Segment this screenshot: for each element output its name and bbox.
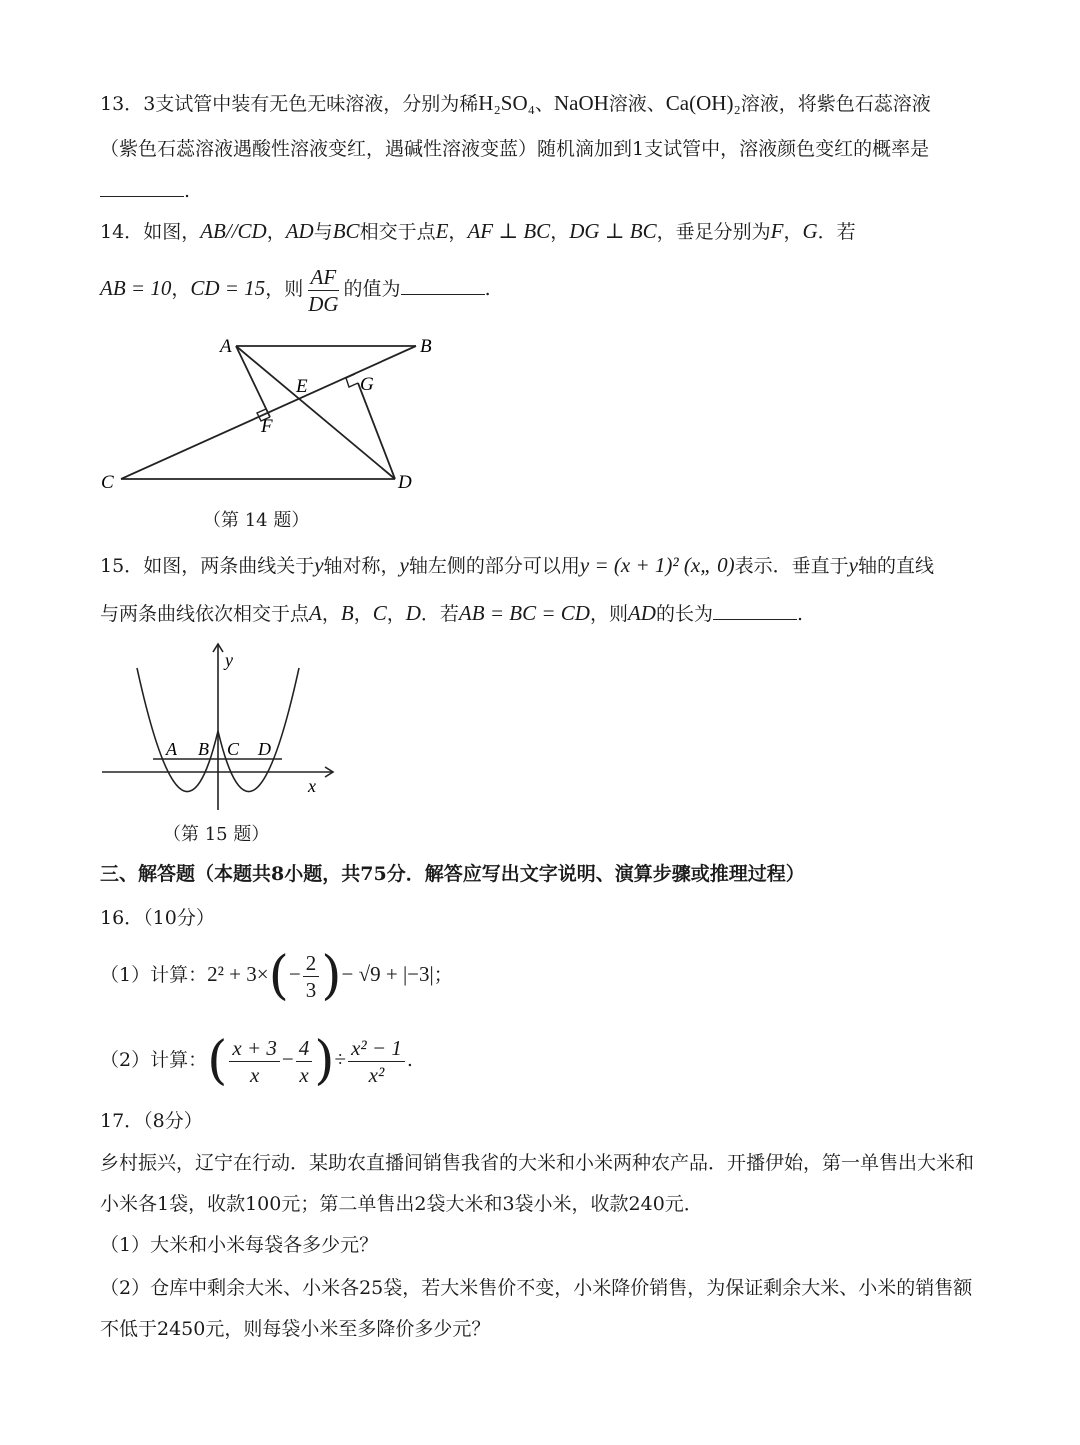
point-C: C xyxy=(227,739,240,759)
answer-blank-13[interactable] xyxy=(100,178,184,197)
parabola-formula: y = (x + 1)² (x„ 0) xyxy=(579,553,735,577)
q17-heading: 17．（8分） xyxy=(100,1110,203,1132)
section-3-heading: 三、解答题（本题共8小题，共75分．解答应写出文字说明、演算步骤或推理过程） xyxy=(100,863,805,885)
figure-14-diagram xyxy=(95,330,455,500)
figure-15-caption: （第 15 题） xyxy=(163,824,270,845)
figure-14-caption: （第 14 题） xyxy=(203,510,310,531)
label-F: F xyxy=(261,416,273,437)
q16-heading: 16．（10分） xyxy=(100,907,215,929)
q15-line-2: 与两条曲线依次相交于点A，B，C，D．若AB = BC = CD，则AD的长为 . xyxy=(100,601,804,625)
q13-line-3: . xyxy=(100,176,990,206)
naoh-formula: NaOH xyxy=(553,91,609,115)
label-A: A xyxy=(220,336,232,357)
label-x-axis: x xyxy=(308,776,316,796)
point-B: B xyxy=(198,739,209,759)
q17-part-1: （1）大米和小米每袋各多少元？ xyxy=(100,1234,379,1256)
q14-line-2: AB = 10，CD = 15，则 $\frac{AF}{DG}$ 的值为 . xyxy=(100,264,491,316)
label-G: G xyxy=(360,374,374,395)
point-D: D xyxy=(258,739,271,759)
label-B: B xyxy=(420,336,432,357)
figure-15-diagram xyxy=(95,638,355,818)
q13-line-2: （紫色石蕊溶液遇酸性溶液变红，遇碱性溶液变蓝）随机滴加到1支试管中，溶液颜色变红的概率是 xyxy=(100,138,930,160)
q17-line-2: 小米各1袋，收款100元；第二单售出2袋大米和3袋小米，收款240元． xyxy=(100,1193,703,1215)
q15-line-1: 15．如图，两条曲线关于y轴对称，y轴左侧的部分可以用y = (x + 1)² (x„ 0)表示．垂直于y轴的直线 xyxy=(100,553,935,577)
label-y-axis: y xyxy=(225,650,233,670)
q13-line-1: 13．3支试管中装有无色无味溶液，分别为稀H₂SO₄、NaOH溶液、Ca(OH)₂溶液，将紫色石蕊溶液 xyxy=(100,91,931,115)
q16-part-1: （1）计算：2² + 3×(− $\frac{2}{3}$ )− √9 + |−3|； xyxy=(100,946,453,1006)
neg-two-thirds-fraction: $\frac{2}{3}$ xyxy=(303,950,320,1003)
label-E: E xyxy=(296,376,308,397)
q14-line-1: 14．如图，AB//CD，AD与BC相交于点E，AF ⊥ BC，DG ⊥ BC，垂足分别为F，G．若 xyxy=(100,219,856,243)
caoh2-formula: Ca(OH)₂ xyxy=(665,91,741,115)
answer-blank-15[interactable] xyxy=(713,601,797,620)
label-D: D xyxy=(398,472,412,493)
point-A: A xyxy=(166,739,177,759)
q17-part-2-line-2: 不低于2450元，则每袋小米至多降价多少元？ xyxy=(100,1318,491,1340)
af-over-dg-fraction: $\frac{AF}{DG}$ xyxy=(308,264,339,316)
q17-part-2-line-1: （2）仓库中剩余大米、小米各25袋，若大米售价不变，小米降价销售，为保证剩余大米、小米的销售额 xyxy=(100,1277,973,1299)
h2so4-formula: H₂SO₄ xyxy=(478,91,535,115)
q17-line-1: 乡村振兴，辽宁在行动．某助农直播间销售我省的大米和小米两种农产品．开播伊始，第一单售出大米和 xyxy=(100,1152,975,1174)
answer-blank-14[interactable] xyxy=(401,276,485,295)
q16-part-2: （2）计算：( $\frac{x + 3}{x}$ − $\frac{4}{x}$ )÷ $\frac{\text{x² − 1}}{\text{x²}}$ . xyxy=(100,1031,413,1091)
label-C: C xyxy=(101,472,114,493)
